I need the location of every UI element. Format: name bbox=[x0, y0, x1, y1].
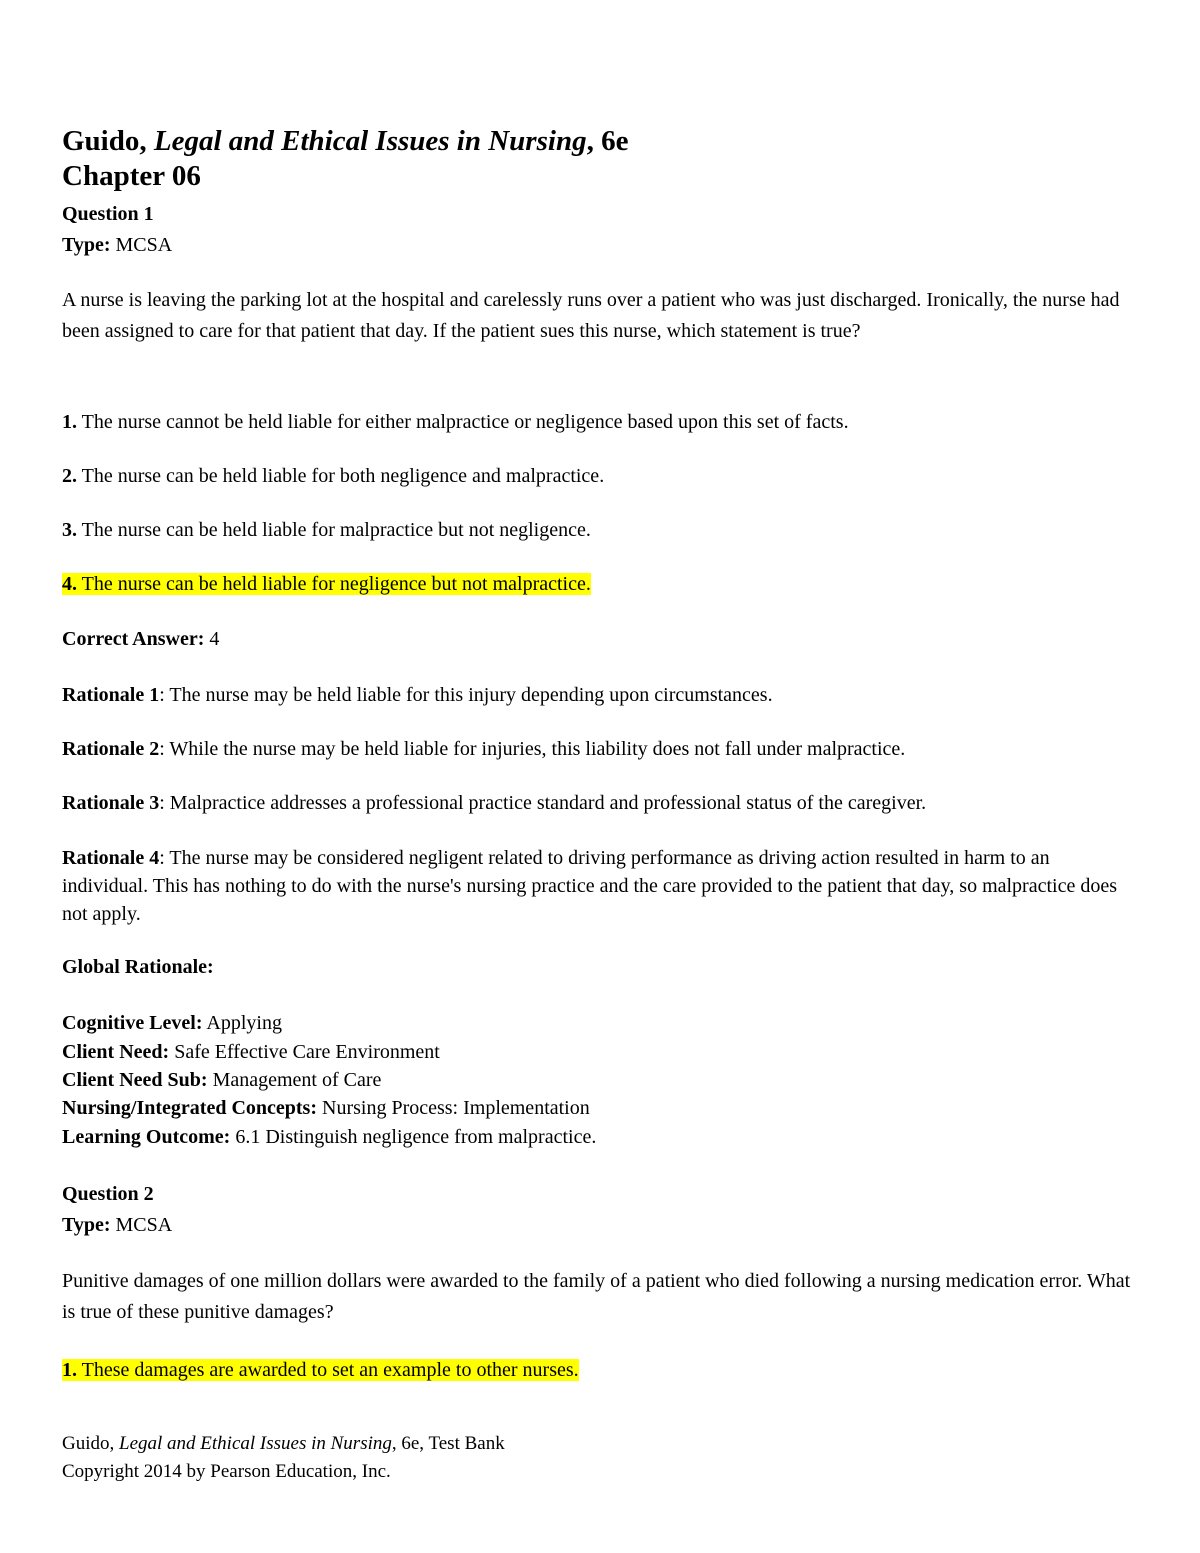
meta-client-need: Client Need: Safe Effective Care Environment bbox=[62, 1041, 440, 1063]
footer-copyright: Copyright 2014 by Pearson Education, Inc. bbox=[62, 1461, 391, 1482]
meta-nursing-concepts: Nursing/Integrated Concepts: Nursing Process: Implementation bbox=[62, 1097, 590, 1119]
footer-citation: Guido, Legal and Ethical Issues in Nursing, 6e, Test Bank bbox=[62, 1433, 505, 1454]
meta-client-need-sub: Client Need Sub: Management of Care bbox=[62, 1069, 382, 1091]
question-1-option-3: 3. The nurse can be held liable for malpractice but not negligence. bbox=[62, 519, 591, 541]
question-1-rationale-2: Rationale 2: While the nurse may be held liable for injuries, this liability does not fall under malpractice. bbox=[62, 738, 906, 760]
question-1-rationale-4: Rationale 4: The nurse may be considered negligent related to driving performance as driving action resulted in harm to an individual. This has nothing to do with the nurse's nursing practice and the care provided to the patient that day, so malpractice does not apply. bbox=[62, 847, 1117, 925]
answer-highlight: 1. These damages are awarded to set an example to other nurses. bbox=[62, 1359, 579, 1381]
question-1-option-4-correct bbox=[62, 570, 591, 598]
question-1-rationale-1: Rationale 1: The nurse may be held liable for this injury depending upon circumstances. bbox=[62, 684, 773, 706]
meta-learning-outcome: Learning Outcome: 6.1 Distinguish negligence from malpractice. bbox=[62, 1126, 597, 1148]
book-title: Legal and Ethical Issues in Nursing bbox=[153, 125, 587, 157]
author-name: Guido, bbox=[62, 125, 154, 157]
question-1-rationale-3: Rationale 3: Malpractice addresses a professional practice standard and professional status of the caregiver. bbox=[62, 792, 927, 814]
question-2-stem: Punitive damages of one million dollars were awarded to the family of a patient who died following a nursing medication error. What is true of these punitive damages? bbox=[62, 1270, 1131, 1323]
question-2-label: Question 2 bbox=[62, 1183, 154, 1205]
question-2-type: Type: MCSA bbox=[62, 1214, 173, 1236]
question-1-option-2: 2. The nurse can be held liable for both negligence and malpractice. bbox=[62, 465, 605, 487]
question-1-option-1: 1. The nurse cannot be held liable for either malpractice or negligence based upon this set of facts. bbox=[62, 411, 849, 433]
question-1-type: Type: MCSA bbox=[62, 234, 173, 256]
book-title-heading bbox=[62, 124, 628, 158]
answer-highlight: 4. The nurse can be held liable for negligence but not malpractice. bbox=[62, 573, 591, 595]
question-2-option-1-correct bbox=[62, 1356, 579, 1384]
question-1-correct-answer: Correct Answer: 4 bbox=[62, 628, 220, 650]
meta-cognitive-level: Cognitive Level: Applying bbox=[62, 1012, 282, 1034]
question-1-stem: A nurse is leaving the parking lot at the hospital and carelessly runs over a patient who was just discharged. Ironically, the nurse had been assigned to care for that patient that day. If the patient sues this nurse, which statement is true? bbox=[62, 289, 1120, 342]
question-1-label: Question 1 bbox=[62, 203, 154, 225]
chapter-heading: Chapter 06 bbox=[62, 160, 201, 192]
question-1-global-rationale: Global Rationale: bbox=[62, 956, 214, 978]
edition: , 6e bbox=[586, 125, 629, 157]
